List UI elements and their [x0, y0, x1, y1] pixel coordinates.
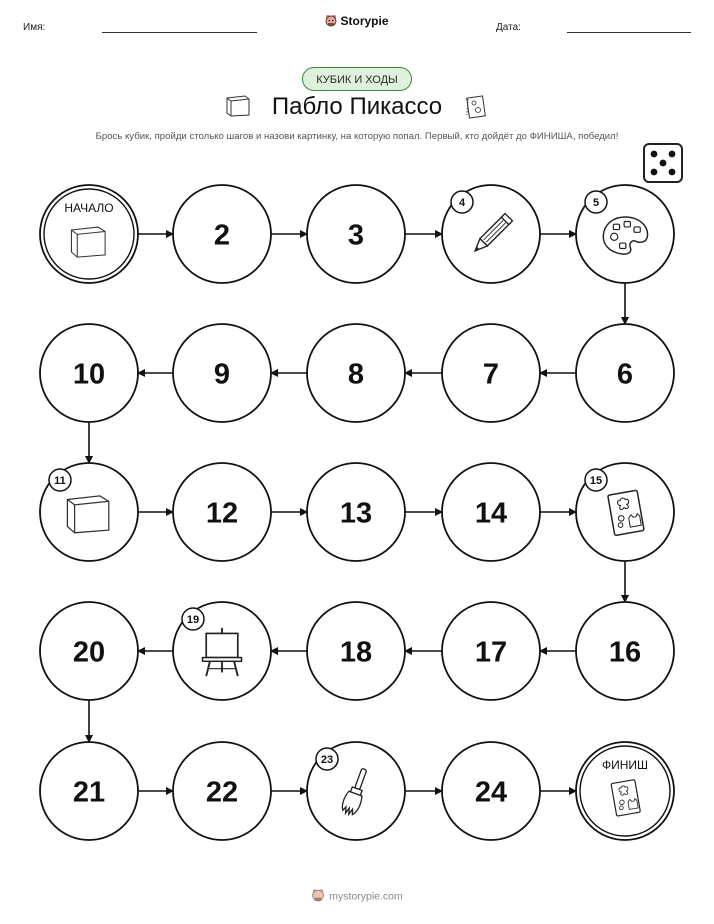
board-cell-22	[173, 742, 271, 840]
name-label: Имя:	[23, 22, 46, 33]
board-cell-1	[40, 185, 138, 283]
board-cell-16	[576, 602, 674, 700]
finish-label: ФИНИШ	[601, 758, 649, 772]
board-cell-9	[173, 324, 271, 422]
cell-badge-number: 11	[54, 475, 66, 487]
board-cell-14	[442, 463, 540, 561]
cell-number: 22	[205, 776, 239, 809]
footer	[0, 888, 714, 905]
cell-badge-number: 23	[320, 754, 334, 766]
game-type-pill: КУБИК И ХОДЫ	[302, 67, 412, 91]
brand-name: Storypie	[340, 14, 389, 29]
footer-site[interactable]: mystorypie.com	[329, 890, 403, 903]
board-cell-24	[442, 742, 540, 840]
cell-number: 10	[72, 358, 106, 391]
board-cell-17	[442, 602, 540, 700]
cell-number: 3	[347, 219, 365, 252]
board-cell-23	[307, 742, 405, 840]
cell-number: 12	[205, 497, 239, 530]
board-cell-12	[173, 463, 271, 561]
board-cell-2	[173, 185, 271, 283]
start-label: НАЧАЛО	[64, 201, 114, 215]
cell-badge-number: 15	[589, 475, 603, 487]
board-cell-19	[173, 602, 271, 700]
board-cell-10	[40, 324, 138, 422]
cell-number: 14	[474, 497, 508, 530]
sketchbook-icon	[71, 227, 105, 257]
cell-number: 21	[72, 776, 106, 809]
cell-number: 8	[347, 358, 365, 391]
cell-number: 24	[474, 776, 508, 809]
board-cell-15	[576, 463, 674, 561]
date-label: Дата:	[496, 22, 521, 33]
board-cell-11	[40, 463, 138, 561]
cell-number: 9	[213, 358, 231, 391]
board-cell-18	[307, 602, 405, 700]
board-cell-4	[442, 185, 540, 283]
footer-logo-icon	[311, 888, 325, 905]
cell-number: 20	[72, 636, 106, 669]
board-cell-5	[576, 185, 674, 283]
cell-number: 17	[474, 636, 508, 669]
easel-icon	[203, 628, 242, 676]
cell-number: 6	[616, 358, 634, 391]
board-cell-20	[40, 602, 138, 700]
page-title: Пабло Пикассо	[271, 93, 443, 120]
instruction-text: Брось кубик, пройди столько шагов и назови картинку, на которую попал. Первый, кто дойдёт до ФИНИША, победил!	[95, 131, 619, 142]
art-book-icon	[608, 490, 644, 535]
cell-badge-number: 4	[458, 197, 466, 209]
board-cell-7	[442, 324, 540, 422]
cell-number: 7	[482, 358, 500, 391]
board-cells	[40, 185, 674, 840]
cell-badge-number: 19	[186, 614, 200, 626]
cell-number: 18	[339, 636, 373, 669]
art-book-icon	[611, 780, 640, 817]
cell-number: 13	[339, 497, 373, 530]
sketchbook-icon	[67, 496, 108, 533]
board-cell-21	[40, 742, 138, 840]
board-cell-25	[576, 742, 674, 840]
cell-number: 16	[608, 636, 642, 669]
board-cell-6	[576, 324, 674, 422]
cell-badge-number: 5	[592, 197, 600, 209]
cell-number: 2	[213, 219, 231, 252]
board-cell-8	[307, 324, 405, 422]
board-cell-3	[307, 185, 405, 283]
board-cell-13	[307, 463, 405, 561]
